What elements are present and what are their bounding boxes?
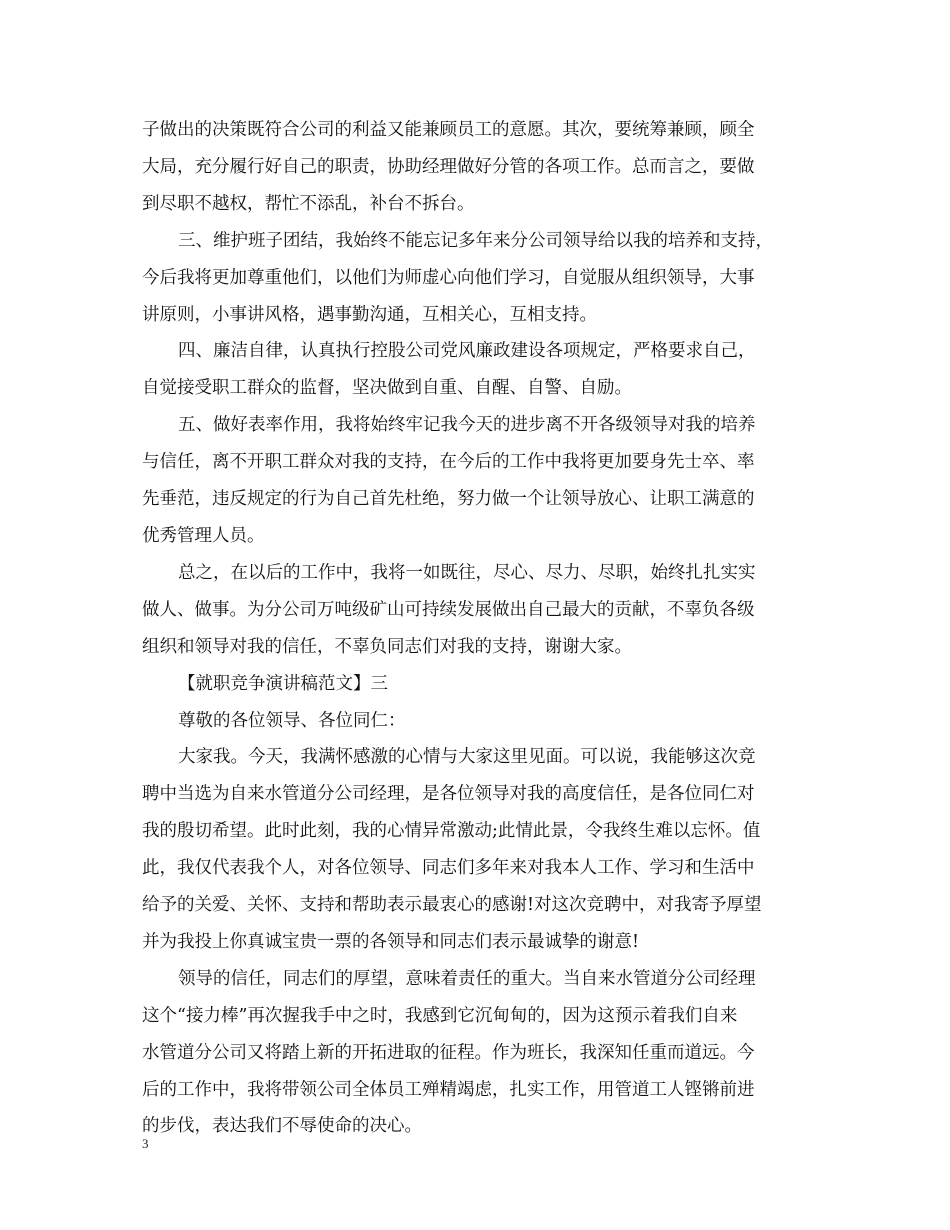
text-line: 大家我。今天，我满怀感激的心情与大家这里见面。可以说，我能够这次竞: [178, 747, 756, 768]
paragraph: [142, 407, 810, 555]
text-line: 这个“接力棒”再次握我手中之时，我感到它沉甸甸的，因为这预示着我们自来: [142, 1005, 738, 1026]
text-line: 先垂范，违反规定的行为自己首先杜绝，努力做一个让领导放心、让职工满意的: [142, 489, 755, 510]
text-line: 尊敬的各位领导、各位同仁：: [178, 710, 406, 731]
text-line: 与信任，离不开职工群众对我的支持，在今后的工作中我将更加要身先士卒、率: [142, 452, 755, 473]
text-line: 组织和领导对我的信任，不辜负同志们对我的支持，谢谢大家。: [142, 636, 632, 657]
text-line: 水管道分公司又将踏上新的开拓进取的征程。作为班长，我深知任重而道远。今: [142, 1042, 755, 1063]
text-line: 此，我仅代表我个人，对各位领导、同志们多年来对我本人工作、学习和生活中: [142, 858, 755, 879]
text-line: 今后我将更加尊重他们，以他们为师虚心向他们学习，自觉服从组织领导，大事: [142, 267, 755, 288]
paragraph: [142, 223, 810, 334]
text-line: 子做出的决策既符合公司的利益又能兼顾员工的意愿。其次，要统筹兼顾，顾全: [142, 120, 755, 140]
text-line: 给予的关爱、关怀、支持和帮助表示最衷心的感谢!对这次竞聘中，对我寄予厚望: [142, 895, 762, 916]
paragraph: [142, 555, 810, 666]
text-line: 并为我投上你真诚宝贵一票的各领导和同志们表示最诚挚的谢意!: [142, 931, 640, 952]
paragraph: [142, 112, 810, 223]
text-line: 做人、做事。为分公司万吨级矿山可持续发展做出自己最大的贡献，不辜负各级: [142, 599, 755, 620]
text-line: 总之，在以后的工作中，我将一如既往，尽心、尽力、尽职，始终扎扎实实: [178, 562, 756, 583]
text-line: 的步伐，表达我们不辱使命的决心。: [142, 1116, 422, 1137]
text-line: 五、做好表率作用，我将始终牢记我今天的进步离不开各级领导对我的培养: [178, 415, 756, 436]
text-line: 我的殷切希望。此时此刻，我的心情异常激动;此情此景，令我终生难以忘怀。值: [142, 821, 761, 842]
text-line: 优秀管理人员。: [142, 525, 265, 546]
paragraph: [142, 666, 810, 703]
text-line: 到尽职不越权，帮忙不添乱，补台不拆台。: [142, 193, 475, 214]
paragraph: [142, 739, 810, 960]
text-line: 讲原则，小事讲风格，遇事勤沟通，互相关心，互相支持。: [142, 304, 597, 325]
paragraph: [142, 961, 810, 1146]
text-line: 四、廉洁自律，认真执行控股公司党风廉政建设各项规定，严格要求自己，: [178, 341, 756, 362]
text-line: 领导的信任，同志们的厚望，意味着责任的重大。当自来水管道分公司经理: [178, 968, 756, 989]
text-line: 聘中当选为自来水管道分公司经理，是各位领导对我的高度信任，是各位同仁对: [142, 784, 755, 805]
page-number: 3: [142, 1136, 149, 1151]
text-line: 三、维护班子团结，我始终不能忘记多年来分公司领导给以我的培养和支持，: [178, 230, 773, 251]
text-line: 后的工作中，我将带领公司全体员工殚精竭虑，扎实工作，用管道工人铿锵前进: [142, 1079, 755, 1100]
text-line: 自觉接受职工群众的监督，坚决做到自重、自醒、自警、自励。: [142, 378, 632, 399]
text-line: 【就职竞争演讲稿范文】三: [178, 673, 388, 694]
paragraph: [142, 333, 810, 407]
document-body: [142, 112, 810, 1145]
paragraph: [142, 703, 810, 740]
text-line: 大局，充分履行好自己的职责，协助经理做好分管的各项工作。总而言之，要做: [142, 156, 755, 177]
